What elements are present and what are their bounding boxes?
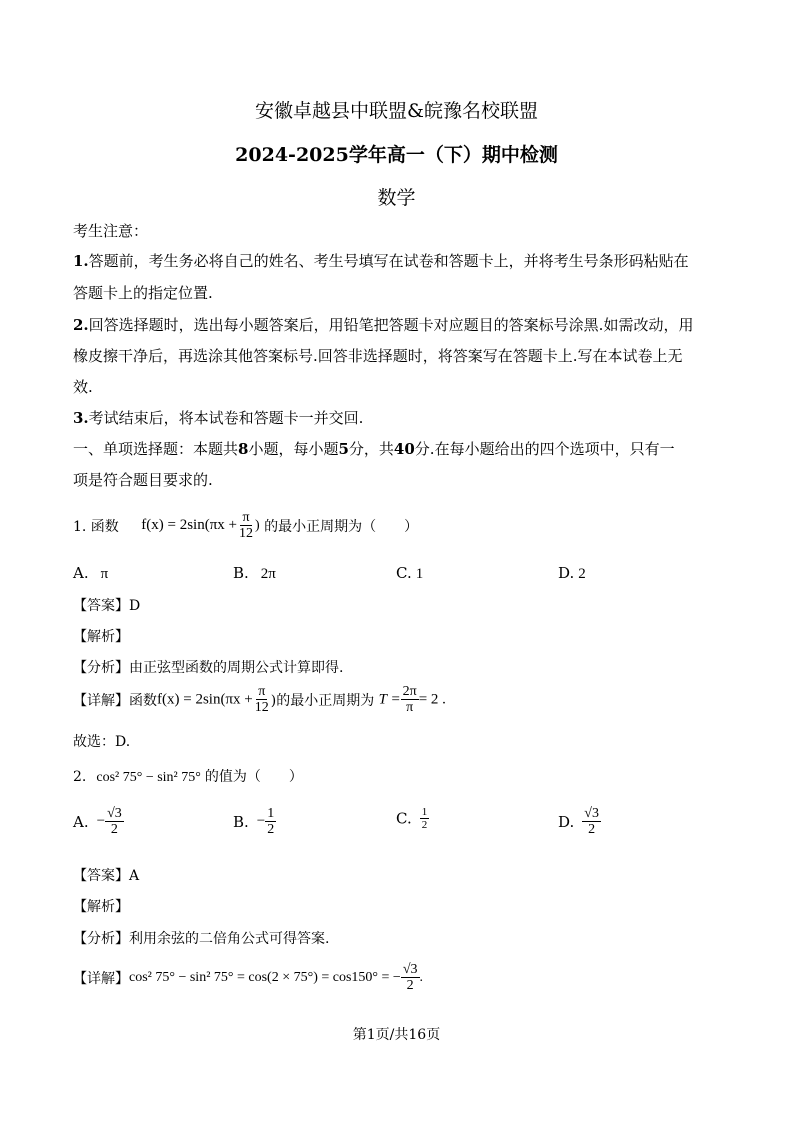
q1-option-b-value: 2π bbox=[260, 566, 276, 582]
section-count: 8 bbox=[238, 440, 249, 458]
q2-analysis-tag: 【解析】 bbox=[73, 899, 129, 915]
q2-detail-end: . bbox=[419, 969, 423, 985]
notice-item2-num: 2. bbox=[73, 316, 89, 334]
exam-title-line1: 安徽卓越县中联盟&皖豫名校联盟 bbox=[255, 100, 538, 122]
q2-detail-prefix: 【详解】 bbox=[73, 970, 129, 987]
q1-option-a bbox=[73, 564, 108, 583]
q1-detail-frac bbox=[253, 684, 271, 716]
q2-answer: 【答案】A bbox=[73, 868, 140, 884]
q2-detail bbox=[73, 962, 423, 994]
notice-heading: 考生注意： bbox=[73, 222, 149, 240]
q2-stem bbox=[73, 766, 303, 786]
q2-option-d-frac bbox=[582, 806, 601, 838]
q1-suffix: 的最小正周期为（ ） bbox=[264, 518, 419, 535]
q1-detail-mid: )的最小正周期为 bbox=[270, 692, 375, 709]
q1-detail-frac-den: 12 bbox=[254, 700, 269, 716]
q1-detail bbox=[73, 684, 446, 716]
q2-detail-frac bbox=[401, 962, 420, 994]
exam-title-line2: 2024-2025学年高一（下）期中检测 bbox=[235, 144, 558, 166]
q1-option-a-label: A. bbox=[73, 564, 89, 582]
q2-detail-frac-den: 2 bbox=[406, 978, 414, 994]
q1-option-d bbox=[558, 564, 586, 583]
q1-option-d-label: D. bbox=[558, 564, 575, 582]
q1-option-b-label: B. bbox=[233, 564, 249, 582]
notice-item1-cont: 答题卡上的指定位置. bbox=[73, 284, 213, 302]
q1-detail-t: T = bbox=[378, 691, 401, 708]
q1-func: f(x) = 2sin(πx + bbox=[141, 517, 237, 534]
notice-item3-text: 考试结束后，将本试卷和答题卡一并交回. bbox=[88, 409, 364, 427]
notice-item2-cont1: 橡皮擦干净后，再选涂其他答案标号.回答非选择题时，将答案写在答题卡上.写在本试卷上无 bbox=[73, 347, 683, 365]
q2-option-c-den: 2 bbox=[421, 819, 428, 832]
q1-stem bbox=[73, 510, 418, 542]
q2-option-a-frac bbox=[105, 806, 124, 838]
q2-prefix: 2. bbox=[73, 769, 87, 785]
q1-answer: 【答案】D bbox=[73, 598, 141, 614]
section-score: 5 bbox=[338, 440, 349, 458]
section-text-1: 一、单项选择题：本题共 bbox=[73, 440, 239, 458]
q2-option-d-den: 2 bbox=[588, 822, 596, 838]
notice-item1 bbox=[73, 250, 689, 271]
section-text-4: 分.在每小题给出的四个选项中，只有一 bbox=[414, 440, 675, 458]
q2-option-a-den: 2 bbox=[110, 822, 118, 838]
q1-detail-prefix: 【详解】函数 bbox=[73, 692, 157, 709]
q2-option-c-frac bbox=[420, 806, 430, 831]
q2-expr: cos² 75° − sin² 75° bbox=[96, 770, 201, 785]
q2-option-d-label: D. bbox=[558, 812, 575, 831]
q1-detail-t-frac-den: π bbox=[406, 700, 414, 716]
exam-subject: 数学 bbox=[377, 187, 416, 209]
section-total: 40 bbox=[393, 440, 415, 458]
q1-option-c bbox=[396, 564, 423, 583]
q2-suffix: 的值为（ ） bbox=[204, 769, 303, 785]
q2-option-b-den: 2 bbox=[267, 822, 275, 838]
q1-frac bbox=[237, 510, 255, 542]
q1-conclusion: 故选：D. bbox=[73, 734, 131, 750]
q2-detail-expr: cos² 75° − sin² 75° = cos(2 × 75°) = cos150° = − bbox=[129, 969, 401, 985]
q1-option-d-value: 2 bbox=[578, 566, 586, 582]
q2-option-a bbox=[73, 806, 124, 838]
q1-analysis-tag: 【解析】 bbox=[73, 629, 129, 645]
notice-item2 bbox=[73, 314, 693, 335]
section-heading-cont: 项是符合题目要求的. bbox=[73, 471, 213, 489]
q2-option-a-num: √3 bbox=[107, 806, 122, 821]
q2-option-b-num: 1 bbox=[267, 806, 275, 821]
q2-option-c-label: C. bbox=[396, 809, 412, 828]
q2-option-c bbox=[396, 806, 429, 831]
notice-item1-num: 1. bbox=[73, 252, 89, 270]
notice-item3-num: 3. bbox=[73, 409, 89, 427]
q1-option-c-label: C. bbox=[396, 564, 412, 582]
q2-detail-frac-num: √3 bbox=[402, 962, 418, 977]
notice-item3 bbox=[73, 407, 363, 428]
q2-option-d-num: √3 bbox=[584, 806, 599, 821]
q1-detail-func: f(x) = 2sin(πx + bbox=[157, 691, 253, 708]
q1-fenxi: 【分析】由正弦型函数的周期公式计算即得. bbox=[73, 660, 344, 676]
q2-fenxi: 【分析】利用余弦的二倍角公式可得答案. bbox=[73, 931, 330, 947]
notice-item1-text-a: 答题前，考生务必将自己的姓名、考生号填写在试卷和答题卡上，并将考生号条形码粘贴在 bbox=[88, 252, 689, 270]
section-text-2: 小题，每小题 bbox=[248, 440, 339, 458]
q2-option-c-num: 1 bbox=[421, 806, 428, 818]
q1-detail-end: = 2 . bbox=[418, 691, 446, 708]
q1-option-b bbox=[233, 564, 276, 583]
q2-option-d bbox=[558, 806, 601, 838]
q2-option-b bbox=[233, 806, 276, 838]
q1-close-paren: ) bbox=[255, 517, 260, 533]
q2-option-b-sign: − bbox=[256, 813, 266, 830]
q2-option-a-sign: − bbox=[96, 813, 106, 830]
section-text-3: 分，共 bbox=[348, 440, 394, 458]
q2-option-b-frac bbox=[265, 806, 276, 838]
q2-option-a-label: A. bbox=[73, 812, 89, 831]
q1-option-a-value: π bbox=[100, 566, 109, 582]
q1-prefix: 1. 函数 bbox=[73, 518, 119, 535]
q1-option-c-value: 1 bbox=[415, 566, 424, 582]
q1-detail-t-frac-num: 2π bbox=[402, 684, 417, 699]
section-heading bbox=[73, 438, 675, 459]
q1-frac-den: 12 bbox=[239, 526, 253, 542]
notice-item2-text-a: 回答选择题时，选出每小题答案后，用铅笔把答题卡对应题目的答案标号涂黑.如需改动，用 bbox=[88, 316, 694, 334]
page-footer: 第1页/共16页 bbox=[352, 1027, 441, 1043]
q1-detail-frac-num: π bbox=[258, 684, 266, 699]
q2-option-b-label: B. bbox=[233, 812, 249, 831]
notice-item2-cont2: 效. bbox=[73, 378, 93, 396]
q1-frac-num: π bbox=[242, 510, 250, 525]
q1-detail-t-frac bbox=[401, 684, 419, 716]
